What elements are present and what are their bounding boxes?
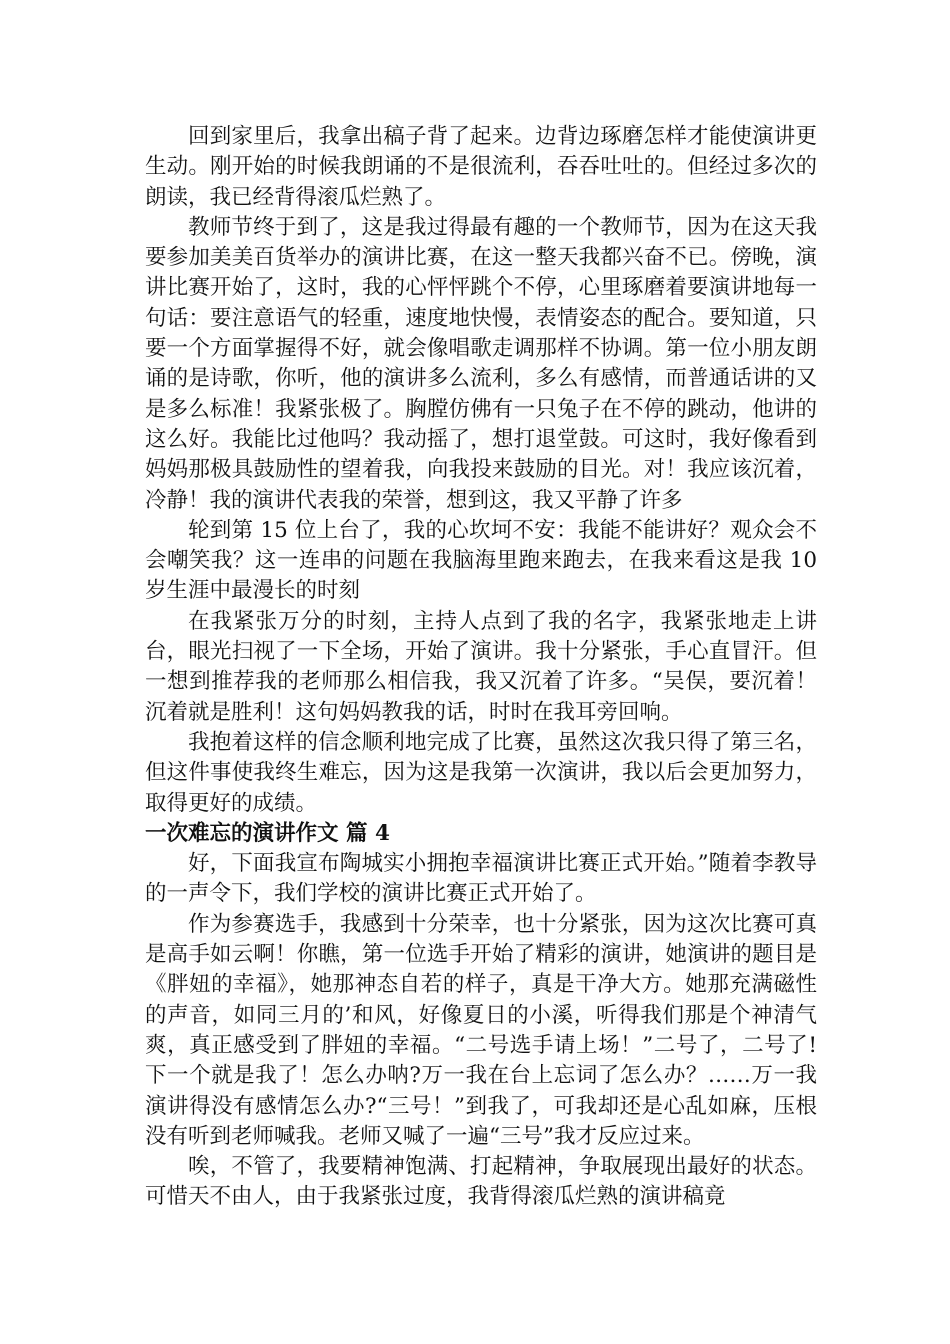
paragraph-on-stage: 在我紧张万分的时刻，主持人点到了我的名字，我紧张地走上讲台，眼光扫视了一下全场，开始了演讲。我十分紧张，手心直冒汗。但一想到推荐我的老师那么相信我，我又沉着了许多。“吴俣，要沉着！沉着就是胜利！这句妈妈教我的话，时时在我耳旁回响。: [145, 608, 817, 725]
paragraph-rehearsal: 回到家里后，我拿出稿子背了起来。边背边琢磨怎样才能使演讲更生动。刚开始的时候我朗诵的不是很流利，吞吞吐吐的。但经过多次的朗读，我已经背得滚瓜烂熟了。: [145, 124, 817, 210]
paragraph-nervous: 唉，不管了，我要精神饱满、打起精神，争取展现出最好的状态。可惜天不由人，由于我紧张过度，我背得滚瓜烂熟的演讲稿竟: [145, 1154, 817, 1210]
paragraph-opening: 好，下面我宣布陶城实小拥抱幸福演讲比赛正式开始。”随着李教导的一声令下，我们学校的演讲比赛正式开始了。: [145, 851, 817, 907]
paragraph-teachers-day: 教师节终于到了，这是我过得最有趣的一个教师节，因为在这天我要参加美美百货举办的演讲比赛，在这一整天我都兴奋不已。傍晚，演讲比赛开始了，这时，我的心怦怦跳个不停，心里琢磨着要演讲地每一句话：要注意语气的轻重，速度地快慢，表情姿态的配合。要知道，只要一个方面掌握得不好，就会像唱歌走调那样不协调。第一位小朋友朗诵的是诗歌，你听，他的演讲多么流利，多么有感情，而普通话讲的又是多么标准！我紧张极了。胸膛仿佛有一只兔子在不停的跳动，他讲的这么好。我能比过他吗？我动摇了，想打退堂鼓。可这时，我好像看到妈妈那极具鼓励性的望着我，向我投来鼓励的目光。对！我应该沉着，冷静！我的演讲代表我的荣誉，想到这，我又平静了许多: [145, 214, 817, 513]
section-heading: 一次难忘的演讲作文 篇 4: [145, 820, 390, 846]
paragraph-result: 我抱着这样的信念顺利地完成了比赛，虽然这次我只得了第三名，但这件事使我终生难忘，因为这是我第一次演讲，我以后会更加努力，取得更好的成绩。: [145, 729, 817, 816]
document-page: [145, 122, 817, 1213]
paragraph-contestant: 作为参赛选手，我感到十分荣幸，也十分紧张，因为这次比赛可真是高手如云啊！你瞧，第一位选手开始了精彩的演讲，她演讲的题目是《胖妞的幸福》，她那神态自若的样子，真是干净大方。她那充满磁性的声音，如同三月的’和风，好像夏日的小溪，听得我们那是个神清气爽，真正感受到了胖妞的幸福。“二号选手请上场！”二号了，二号了!下一个就是我了！怎么办呐?万一我在台上忘词了怎么办？……万一我演讲得没有感情怎么办?“三号！”到我了，可我却还是心乱如麻，压根没有听到老师喊我。老师又喊了一遍“三号”我才反应过来。: [145, 911, 817, 1149]
paragraph-turn-15: 轮到第 15 位上台了，我的心坎坷不安：我能不能讲好？观众会不会嘲笑我？这一连串的问题在我脑海里跑来跑去，在我来看这是我 10 岁生涯中最漫长的时刻: [145, 517, 817, 604]
